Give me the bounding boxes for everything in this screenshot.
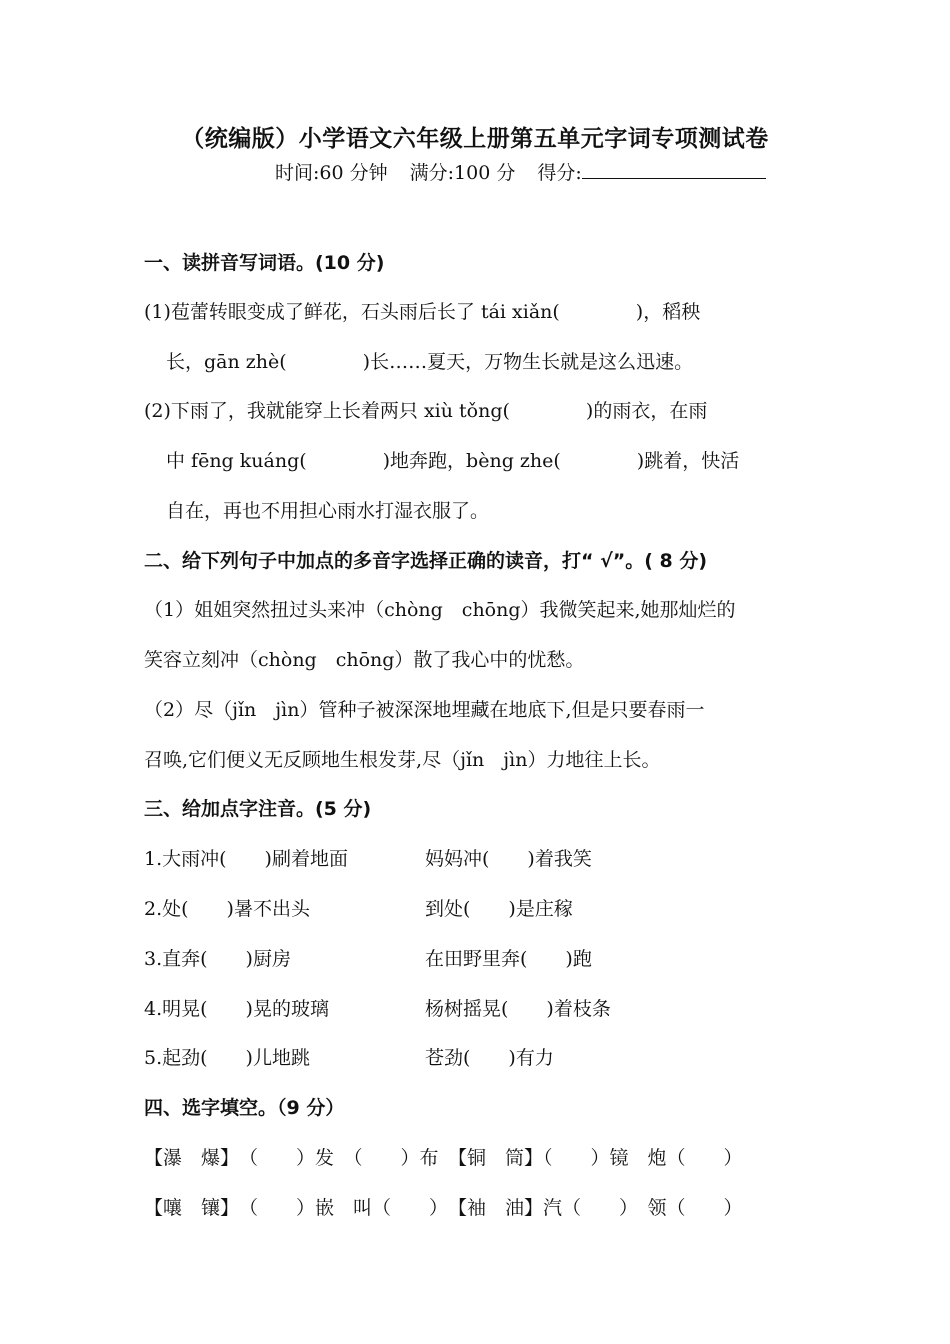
s3-item-5-left: 5.起劲( )儿地跳 [144, 1047, 310, 1069]
s3-item-4-left: 4.明晃( )晃的玻璃 [144, 998, 329, 1020]
s1-q1-line1: (1)苞蕾转眼变成了鲜花，石头雨后长了 tái xiǎn( )，稻秧 [144, 301, 701, 323]
section-1-heading: 一、读拼音写词语。(10 分) [144, 252, 385, 274]
full-score: 满分:100 分 [409, 162, 516, 184]
s3-item-5-right: 苍劲( )有力 [425, 1047, 554, 1069]
s2-q1-line1: （1）姐姐突然扭过头来冲（chòng chōng）我微笑起来,她那灿烂的 [144, 599, 736, 621]
s1-q2-line2: 中 fēng kuáng( )地奔跑，bèng zhe( )跳着，快活 [166, 450, 740, 472]
s1-q2-line3: 自在，再也不用担心雨水打湿衣服了。 [166, 500, 490, 522]
score-blank[interactable] [582, 160, 766, 179]
exam-meta [275, 160, 766, 185]
s4-row-1: 【瀑 爆】 （ ）发 （ ）布 【铜 筒】（ ）镜 炮（ ） [144, 1147, 743, 1169]
s3-item-1-right: 妈妈冲( )着我笑 [425, 848, 592, 870]
s1-q2-line1: (2)下雨了，我就能穿上长着两只 xiù tǒng( )的雨衣，在雨 [144, 400, 708, 422]
s3-item-1-left: 1.大雨冲( )刷着地面 [144, 848, 348, 870]
s2-q2-line2: 召唤,它们便义无反顾地生根发芽,尽（jǐn jìn）力地往上长。 [144, 749, 661, 771]
score-label: 得分: [537, 162, 582, 184]
s1-q1-line2: 长，gān zhè( )长……夏天，万物生长就是这么迅速。 [166, 351, 694, 373]
section-2-heading: 二、给下列句子中加点的多音字选择正确的读音，打“ √”。( 8 分) [144, 550, 708, 572]
s3-item-4-right: 杨树摇晃( )着枝条 [425, 998, 611, 1020]
s4-row-2: 【嚷 镶】 （ ）嵌 叫（ ） 【袖 油】汽（ ） 领（ ） [144, 1197, 743, 1219]
section-3-heading: 三、给加点字注音。(5 分) [144, 798, 372, 820]
s3-item-3-left: 3.直奔( )厨房 [144, 948, 291, 970]
s3-item-2-left: 2.处( )暑不出头 [144, 898, 310, 920]
s3-item-2-right: 到处( )是庄稼 [425, 898, 573, 920]
s2-q1-line2: 笑容立刻冲（chòng chōng）散了我心中的忧愁。 [144, 649, 585, 671]
page-title: （统编版）小学语文六年级上册第五单元字词专项测试卷 [181, 126, 769, 152]
s3-item-3-right: 在田野里奔( )跑 [425, 948, 592, 970]
section-4-heading: 四、选字填空。（9 分） [144, 1097, 345, 1119]
time-limit: 时间:60 分钟 [275, 162, 388, 184]
s2-q2-line1: （2）尽（jǐn jìn）管种子被深深地埋藏在地底下,但是只要春雨一 [144, 699, 705, 721]
